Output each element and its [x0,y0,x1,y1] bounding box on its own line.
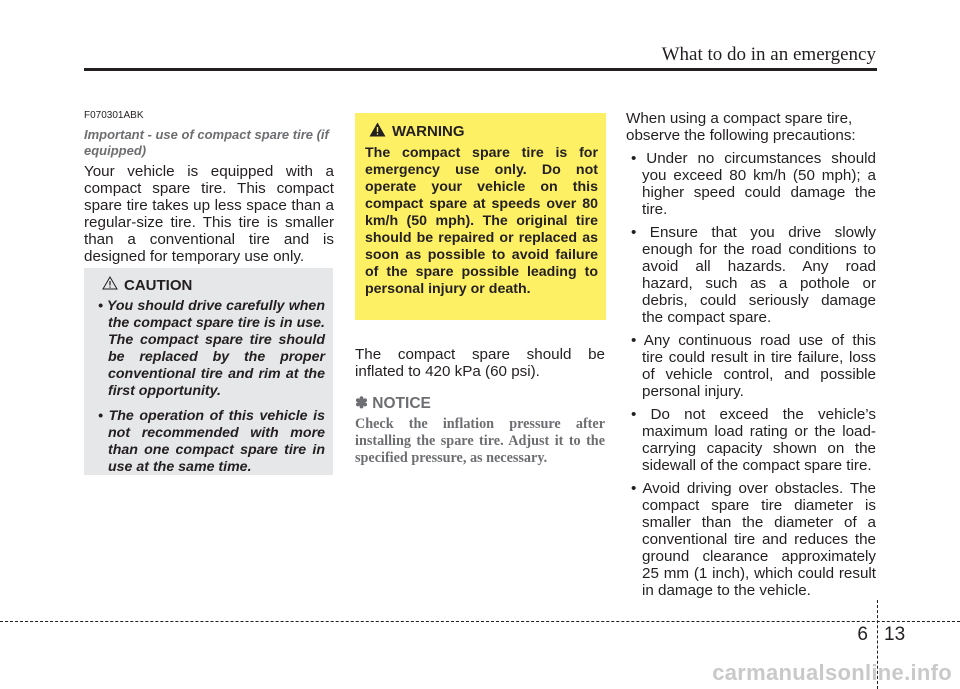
precaution-item: • Any continuous road use of this tire could result in tire failure, loss of vehicle control, and possible personal injury. [631,332,876,400]
footer-divider [0,621,960,622]
warning-box [355,113,606,320]
precaution-item: • Avoid driving over obstacles. The compact spare tire diameter is smaller than the diameter of a conventional tire and reduces the ground clearance approximately 25 mm (1 inch), which could result in damage to the vehicle. [631,480,876,599]
left-column [84,110,334,265]
caution-list [94,298,325,484]
caution-box [84,268,333,475]
precaution-item: • Under no circumstances should you exceed 80 km/h (50 mph); a higher speed could damage the tire. [631,150,876,218]
section-code: F070301ABK [84,110,144,121]
caution-item: • You should drive carefully when the compact spare tire is in use. The compact spare tire should be replaced by the proper conventional tire and rim at the first opportunity. [98,298,325,399]
chapter-number: 6 [857,624,868,645]
caution-heading [102,276,192,294]
right-column [626,110,876,605]
warning-title: WARNING [392,123,465,140]
caution-item: • The operation of this vehicle is not recommended with more than one compact spare tire in use at the same time. [98,408,325,475]
notice-heading: ✽ NOTICE [355,395,431,412]
notice-text: Check the inflation pressure after installing the spare tire. Adjust it to the specified pressure, as necessary. [355,416,605,466]
warning-heading [369,122,465,141]
precaution-item: • Ensure that you drive slowly enough for the road conditions to avoid all hazards. Any road hazard, such as a pothole or debris, could seriously damage the compact spare. [631,224,876,326]
page-number: 13 [884,624,906,645]
section-subhead: Important - use of compact spare tire (if equipped) [84,127,329,158]
precautions-intro: When using a compact spare tire, observe the following precautions: [626,110,856,144]
header-rule [84,68,877,71]
chapter-title: What to do in an emergency [661,44,876,65]
precaution-item: • Do not exceed the vehicle’s maximum load rating or the load-carrying capacity shown on the sidewall of the compact spare tire. [631,406,876,474]
precautions-list [626,150,876,599]
warning-text: The compact spare tire is for emergency use only. Do not operate your vehicle on this compact spare at speeds over 80 km/h (50 mph). The original tire should be repaired or replaced as soon as possible to avoid failure of the spare possible leading to personal injury or death. [365,145,598,297]
caution-title: CAUTION [124,276,193,294]
inflation-paragraph: The compact spare should be inflated to 420 kPa (60 psi). [355,346,605,380]
intro-paragraph: Your vehicle is equipped with a compact spare tire. This compact spare tire takes up less space than a regular-size tire. This tire is smaller than a conventional tire and is designed for temporary use only. [84,163,334,265]
caution-triangle-icon [102,276,118,294]
watermark: carmanualsonline.info [712,660,952,685]
warning-triangle-icon [369,122,386,141]
